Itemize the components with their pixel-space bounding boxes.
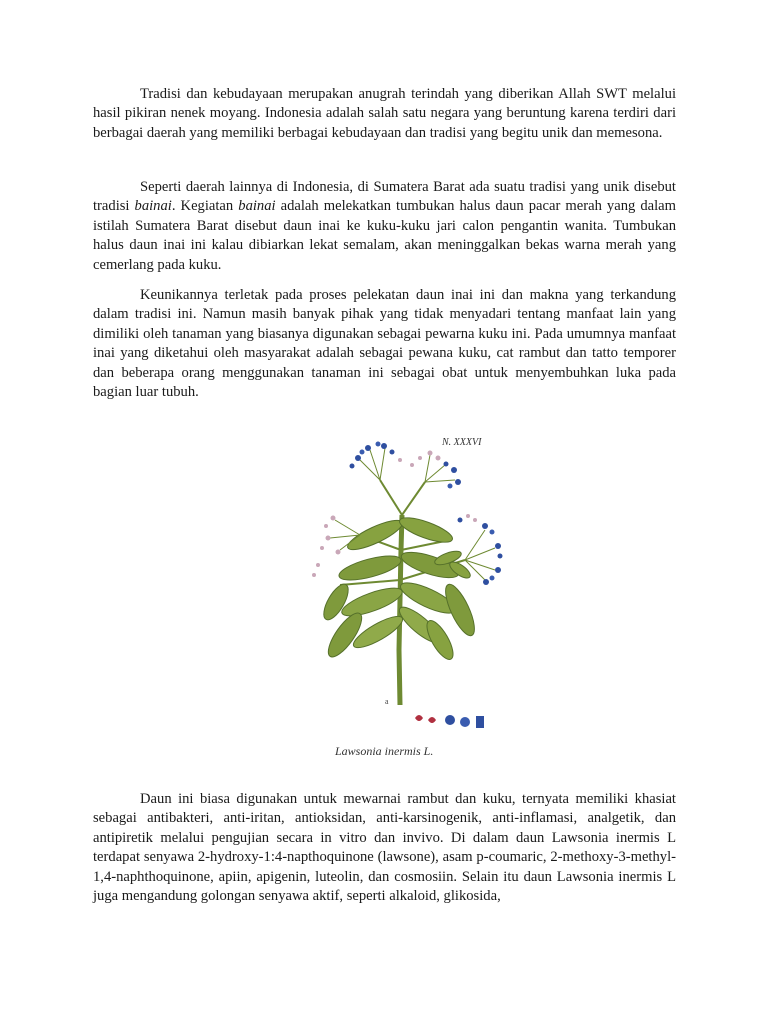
flower-details	[415, 715, 484, 728]
paragraph-3-text: Keunikannya terletak pada proses pelekatan daun inai ini dan makna yang terkandung dalam tradisi ini. Namun masih banyak pihak yang tidak menyadari tentang manfaat lain yang dimiliki oleh tanaman yang biasanya digunakan sebagai pewarna kuku ini. Pada umumnya manfaat inai yang diketahui oleh masyarakat adalah sebagai pewana kuku, cat rambut dan tatto temporer dan beberapa orang menggunakan tanaman ini sebagai obat untuk menyembuhkan luka pada bagian luar tubuh.	[93, 287, 676, 401]
paragraph-2	[93, 178, 676, 275]
figure-label: a	[385, 697, 389, 706]
plate-number: N. XXXVI	[442, 437, 482, 448]
plant-drawing	[300, 420, 520, 772]
paragraph-2-text-a: Seperti daerah lainnya di Indonesia, di Sumatera Barat ada suatu tradisi yang unik disebut tradisi	[93, 179, 676, 215]
paragraph-1	[93, 85, 676, 143]
paragraph-2-text-b: . Kegiatan	[171, 198, 239, 215]
term-bainai: bainai	[134, 198, 172, 215]
botanical-illustration	[300, 420, 520, 772]
flower-cluster-top	[350, 442, 462, 489]
paragraph-1-text: Tradisi dan kebudayaan merupakan anugrah terindah yang diberikan Allah SWT melalui hasil pikiran nenek moyang. Indonesia adalah salah satu negara yang beruntung karena terdiri dari berbagai daerah yang memiliki berbagai kebudayaan dan tradisi yang begitu unik dan memesona.	[93, 86, 676, 141]
paragraph-4	[93, 790, 676, 906]
term-bainai: bainai	[238, 198, 276, 215]
paragraph-3	[93, 286, 676, 402]
paragraph-2-text-c: adalah melekatkan tumbukan halus daun pacar merah yang dalam istilah Sumatera Barat disebut daun inai ke kuku-kuku jari calon pengantin wanita. Tumbukan halus daun inai ini kalau dibiarkan lekat semalam, akan meninggalkan bekas warna merah yang cemerlang pada kuku.	[93, 198, 676, 273]
plate-caption: Lawsonia inermis L.	[335, 744, 434, 758]
paragraph-4-text: Daun ini biasa digunakan untuk mewarnai rambut dan kuku, ternyata memiliki khasiat sebagai antibakteri, anti-iritan, antioksidan, anti-karsinogenik, anti-inflamasi, analgetik, dan antipiretik melalui pengujian secara in vitro dan invivo. Di dalam daun Lawsonia inermis L terdapat senyawa 2-hydroxy-1:4-napthoquinone (lawsone), asam p-coumaric, 2-methoxy-3-methyl-1,4-naphthoquinone, apiin, apigenin, luteolin, dan cosmosiin. Selain itu daun Lawsonia inermis L juga mengandung golongan senyawa aktif, seperti alkaloid, glikosida,	[93, 791, 676, 905]
